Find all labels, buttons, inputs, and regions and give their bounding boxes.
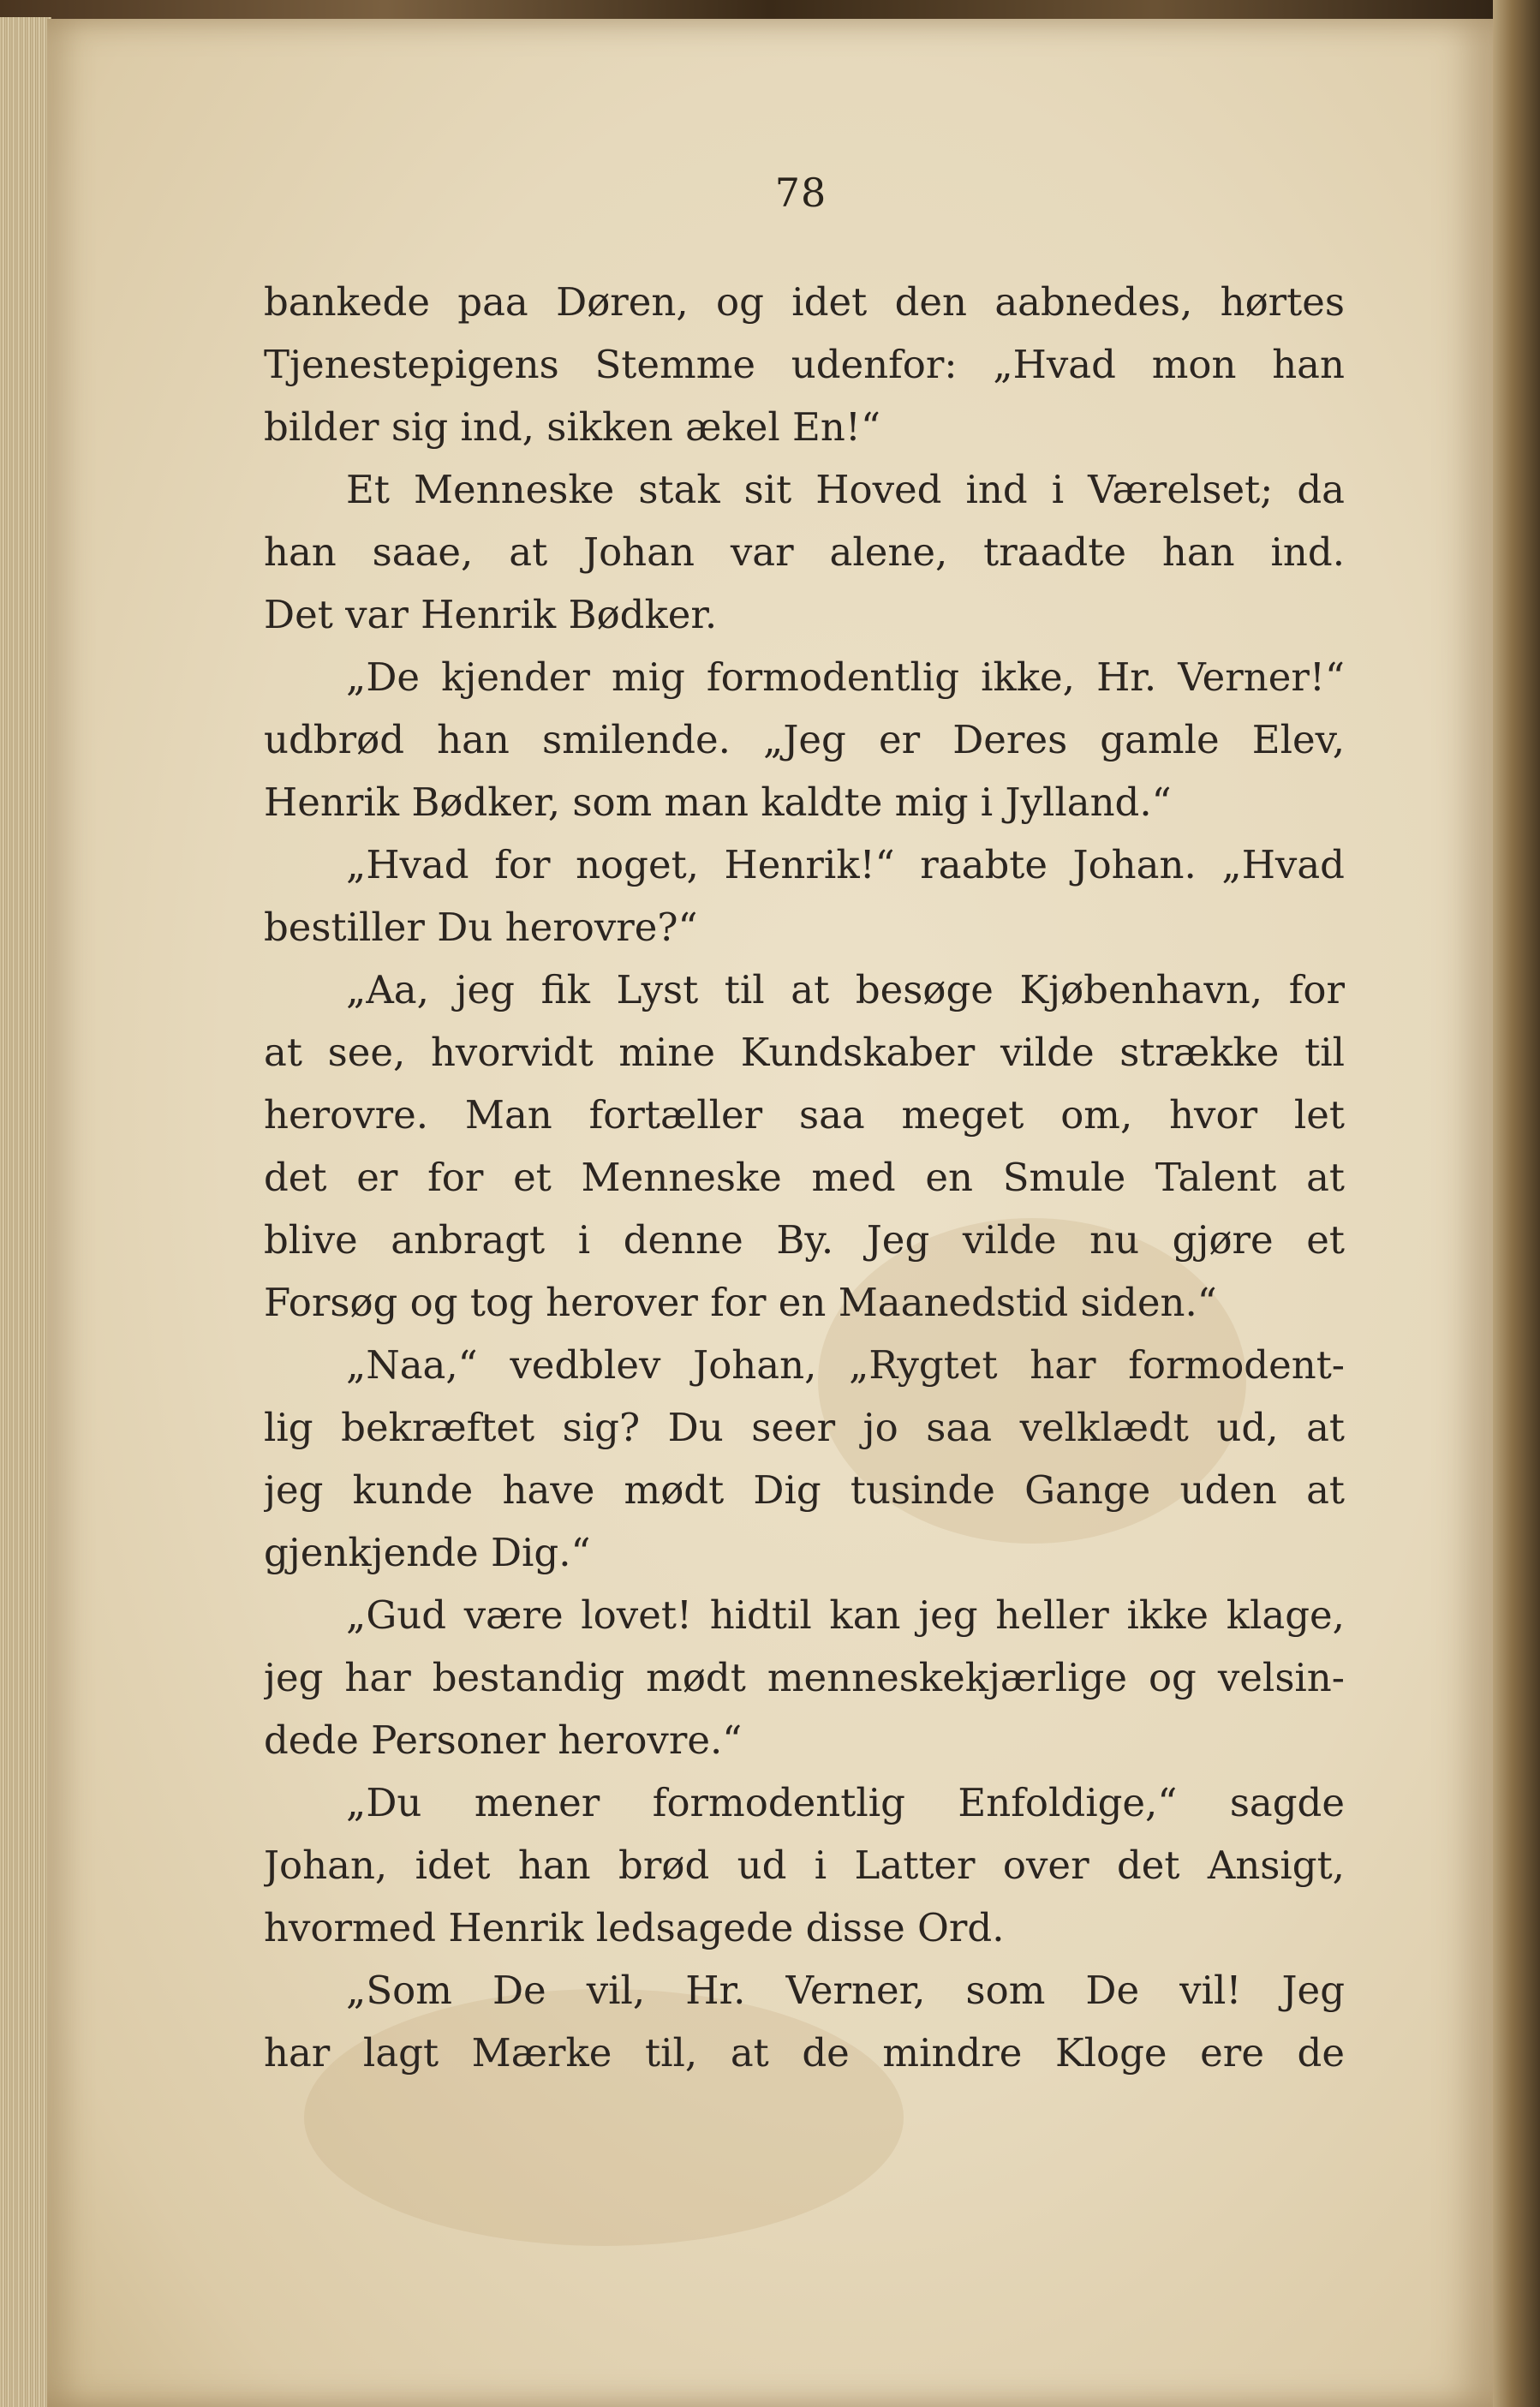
text-line: blive anbragt i denne By. Jeg vilde nu gjøre et [264,1217,1345,1263]
text-line: Johan, idet han brød ud i Latter over det Ansigt, [264,1843,1345,1888]
text-line: udbrød han smilende. „Jeg er Deres gamle Elev, [264,717,1345,762]
text-line: lig bekræftet sig? Du seer jo saa velklædt ud, at [264,1405,1345,1450]
text-line: Henrik Bødker, som man kaldte mig i Jylland.“ [264,779,1172,825]
text-line: jeg kunde have mødt Dig tusinde Gange uden at [264,1467,1345,1513]
text-line: han saae, at Johan var alene, traadte han ind. [264,529,1345,575]
text-line: hvormed Henrik ledsagede disse Ord. [264,1905,1005,1950]
text-line: Forsøg og tog herover for en Maanedstid siden.“ [264,1280,1217,1325]
page-edges-left [0,17,51,2407]
page-edge-right [1493,0,1540,2407]
text-line: bestiller Du herovre?“ [264,905,698,950]
text-line: at see, hvorvidt mine Kundskaber vilde strække til [264,1030,1345,1075]
text-line: „Som De vil, Hr. Verner, som De vil! Jeg [346,1968,1345,2013]
text-line: „Hvad for noget, Henrik!“ raabte Johan. „Hvad [346,842,1345,887]
text-line: dede Personer herovre.“ [264,1717,743,1763]
text-line: „Naa,“ vedblev Johan, „Rygtet har formodent- [346,1342,1345,1388]
text-line: bilder sig ind, sikken ækel En!“ [264,404,880,450]
text-line: det er for et Menneske med en Smule Talent at [264,1155,1345,1200]
body-text [264,271,1345,2084]
text-line: „Aa, jeg fik Lyst til at besøge Kjøbenhavn, for [346,967,1345,1012]
page-number: 78 [774,170,827,216]
text-line: Det var Henrik Bødker. [264,592,718,637]
text-line: herovre. Man fortæller saa meget om, hvor let [264,1092,1345,1138]
book-cover-top-edge [0,0,1540,21]
text-line: har lagt Mærke til, at de mindre Kloge ere de [264,2030,1345,2076]
text-line: „Du mener formodentlig Enfoldige,“ sagde [346,1780,1345,1825]
text-line: gjenkjende Dig.“ [264,1530,591,1575]
text-line: „Gud være lovet! hidtil kan jeg heller ikke klage, [346,1592,1345,1638]
text-line: Tjenestepigens Stemme udenfor: „Hvad mon han [264,342,1345,387]
text-line: bankede paa Døren, og idet den aabnedes, hørtes [264,279,1345,325]
text-line: Et Menneske stak sit Hoved ind i Værelset; da [346,467,1345,512]
text-line: jeg har bestandig mødt menneskekjærlige og velsin- [264,1655,1345,1700]
text-line: „De kjender mig formodentlig ikke, Hr. Verner!“ [346,654,1345,700]
